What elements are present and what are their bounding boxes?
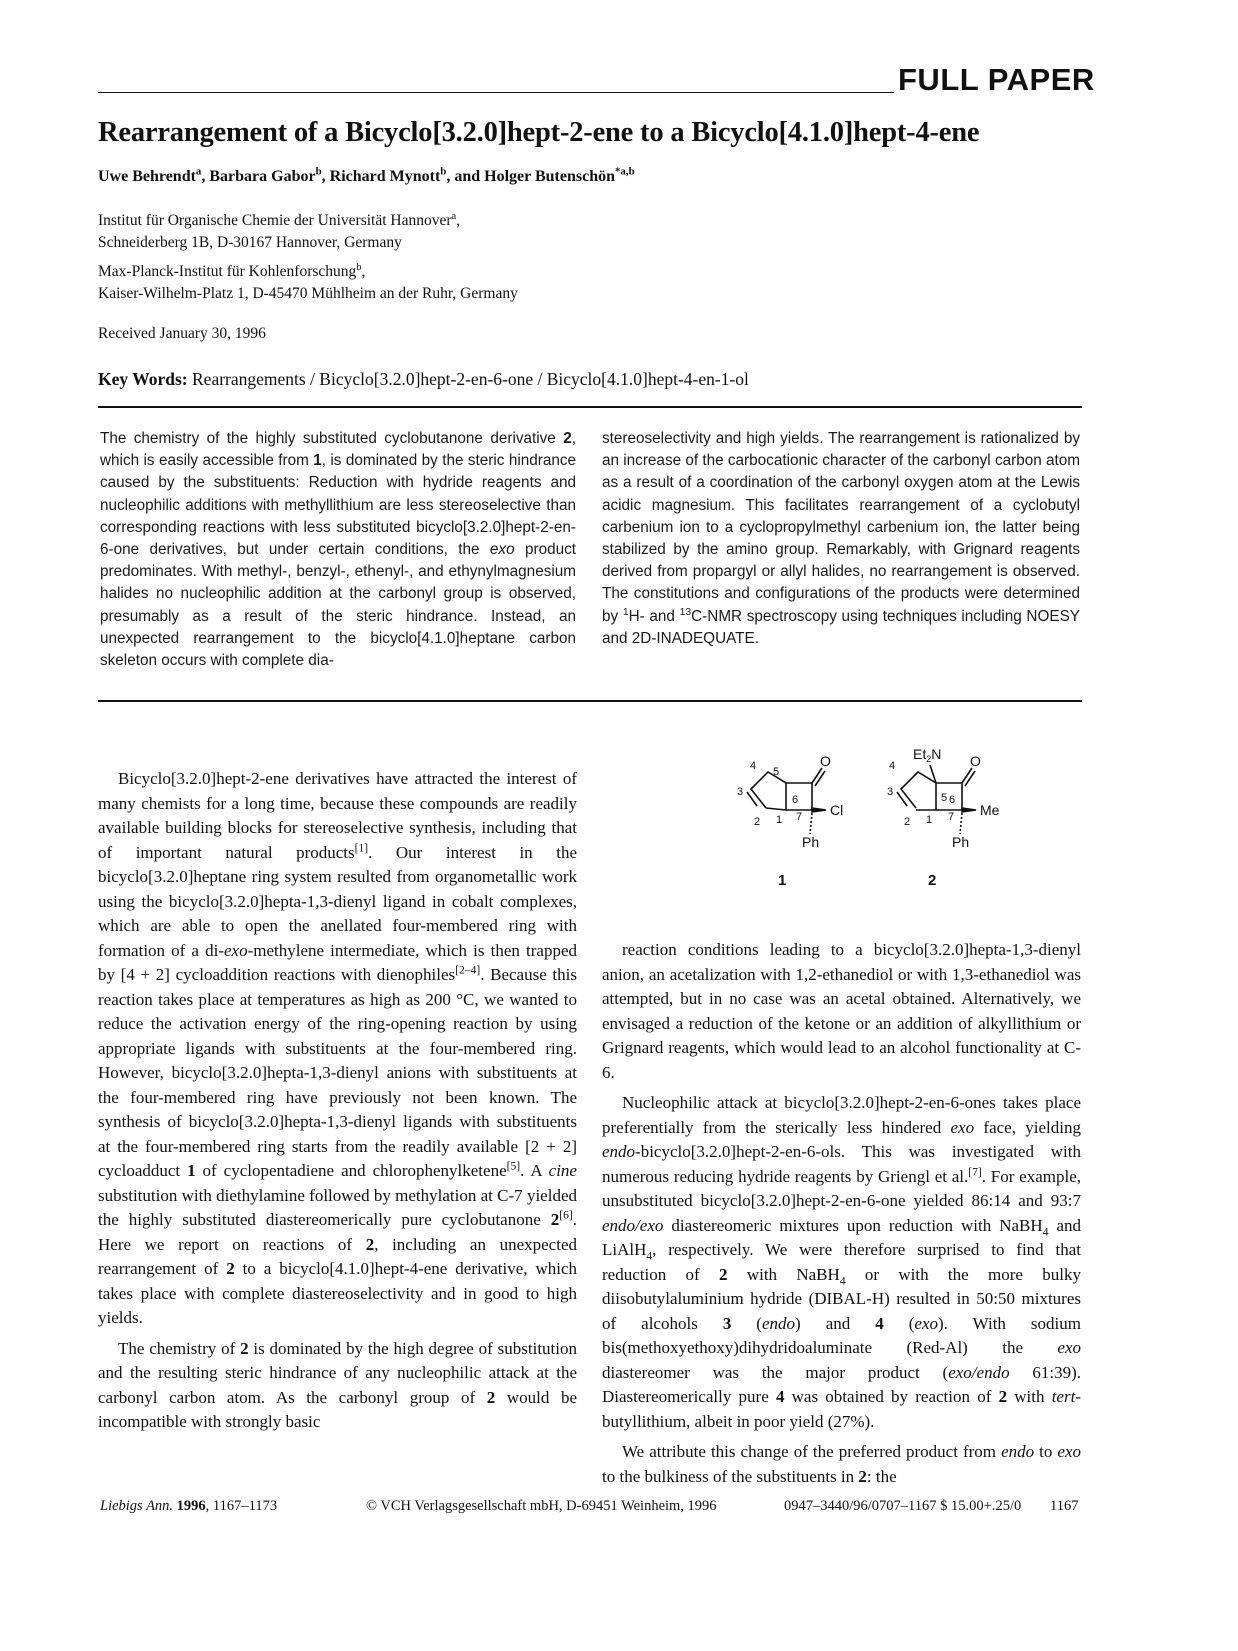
- mol2-diethylamino: [913, 746, 941, 764]
- mol1-carbonyl: [812, 768, 822, 783]
- mol1-chlorine: Cl: [830, 802, 844, 818]
- mol1-atom-7: 7: [796, 811, 803, 823]
- structure-scheme: [720, 735, 1020, 885]
- inline-sup: [7]: [968, 1164, 982, 1178]
- affiliation-b-line1: Max-Planck-Institut für Kohlenforschung: [98, 263, 357, 280]
- mol2-atom-6: 6: [949, 794, 956, 806]
- inline-b: 2: [550, 1210, 560, 1229]
- mol1-atom-1: 1: [776, 814, 783, 826]
- affiliation-b-line2: Kaiser-Wilhelm-Platz 1, D-45470 Mühlheim an der Ruhr, Germany: [98, 285, 518, 302]
- mol1-oxygen: O: [820, 753, 831, 769]
- mol1-phenyl: Ph: [802, 834, 820, 850]
- affiliation-b: [98, 261, 518, 305]
- body-paragraph: Nucleophilic attack at bicyclo[3.2.0]hept-2-en-6-ones takes place preferentially from the sterically less hindered exo face, yielding endo-bicyclo[3.2.0]hept-2-en-6-ols. This was investigated with numerous reducing hydride reagents by Griengl et al.[7]. For example, unsubstituted bicyclo[3.2.0]hept-2-en-6-one yielded 86:14 and 93:7 endo/exo diastereomeric mixtures upon reduction with NaBH$_4$ and LiAlH$_4$, respectively. We were therefore surprised to find that reduction of 2 with NaBH$_4$ or with the more bulky diisobutylaluminium hydride (DIBAL-H) resulted in 50:50 mixtures of alcohols 3 (endo) and 4 (exo). With sodium bis(methoxyethoxy)dihydridoaluminate (Red-Al) the exo diastereomer was the major product (exo/endo 61:39). Diastereomerically pure 4 was obtained by reaction of 2 with tert-butyllithium, albeit in poor yield (27%).: [602, 1093, 1081, 1431]
- received-date: Received January 30, 1996: [98, 325, 266, 342]
- mol2-wedge-me: [962, 808, 976, 812]
- abstract-top-rule: [98, 406, 1082, 408]
- keywords: [98, 369, 749, 390]
- header-rule: [98, 92, 894, 93]
- abstract-right-column: [602, 428, 1080, 650]
- mol2-phenyl: Ph: [952, 834, 970, 850]
- inline-b: 2: [365, 1234, 375, 1254]
- inline-b: 3: [722, 1313, 732, 1333]
- inline-i: exo: [914, 1313, 938, 1333]
- footer-page-number: 1167: [1050, 1498, 1079, 1514]
- mol1-atom-4: 4: [750, 760, 757, 772]
- affiliation-b-marker: b: [356, 261, 362, 273]
- abstract-paragraph: stereoselectivity and high yields. The rearrangement is rationalized by an increase of the carbocationic character of the carbonyl carbon atom as a result of a coordination of the carbonyl oxygen atom at the Lewis acidic magnesium. This facilitates rearrangement of a cyclobutyl carbenium ion to a cyclopropylmethyl carbenium ion, the latter being stabilized by the amino group. Remarkably, with Grignard reagents derived from propargyl or allyl halides, no rearrangement is observed. The constitutions and configurations of the products were determined by $^1$H- and $^{13}$C-NMR spectroscopy using techniques including NOESY and 2D-INADEQUATE.: [602, 430, 1080, 647]
- body-paragraph: We attribute this change of the preferred product from endo to exo to the bulkiness of the substituents in 2: the: [602, 1442, 1081, 1486]
- mol2-carbonyl: [962, 768, 972, 783]
- author-affiliation-marker: *a,b: [614, 165, 635, 178]
- footer-citation: [100, 1498, 277, 1515]
- affiliation-a-line2: Schneiderberg 1B, D-30167 Hannover, Germany: [98, 234, 402, 251]
- inline-sup: [1]: [354, 840, 369, 854]
- inline-sub: 4: [1042, 1224, 1049, 1238]
- inline-b: 2: [858, 1466, 867, 1486]
- mol2-atom-7: 7: [948, 811, 955, 823]
- compound-number-1: 1: [778, 872, 787, 885]
- footer-issn: 0947–3440/96/0707–1167 $ 15.00+.25/0: [784, 1498, 1022, 1514]
- keywords-label: Key Words:: [98, 369, 188, 389]
- inline-b: 1: [187, 1161, 196, 1180]
- affiliation-a-line1: Institut für Organische Chemie der Universität Hannover: [98, 212, 452, 229]
- author-list: Uwe Behrendt$^a$, Barbara Gabor$^b$, Richard Mynott$^b$, and Holger Butenschön$^{*a,b}$: [98, 165, 635, 185]
- inline-sup: [5]: [506, 1159, 521, 1173]
- inline-sup: 13: [679, 606, 692, 618]
- body-paragraph: The chemistry of 2 is dominated by the high degree of substitution and the resulting steric hindrance of any nucleophilic attack at the carbonyl carbon atom. As the carbonyl group of 2 would be incompatible with strongly basic: [98, 1338, 578, 1431]
- inline-i: endo/exo: [602, 1215, 664, 1235]
- mol2-atom-4: 4: [889, 760, 896, 772]
- affiliation-a: [98, 210, 460, 254]
- inline-sup: 1: [622, 606, 629, 618]
- mol2-atom-1: 1: [926, 814, 933, 826]
- inline-i: endo: [602, 1142, 636, 1161]
- mol2-et: Et: [913, 746, 927, 762]
- inline-b: 4: [775, 1387, 785, 1406]
- mol1-atom-2: 2: [754, 816, 761, 828]
- inline-sup: [6]: [559, 1208, 573, 1222]
- affiliation-a-comma: ,: [456, 212, 461, 229]
- inline-i: exo: [1057, 1442, 1081, 1461]
- paper-title: Rearrangement of a Bicyclo[3.2.0]hept-2-ene to a Bicyclo[4.1.0]hept-4-ene: [98, 117, 980, 148]
- inline-sub: 4: [839, 1273, 846, 1287]
- inline-b: 2: [240, 1338, 249, 1358]
- mol1-wedge-cl: [812, 808, 826, 812]
- mol2-nitrogen: N: [931, 746, 942, 762]
- mol2-atom-3: 3: [887, 786, 894, 798]
- author-name: Barbara Gabor: [209, 168, 316, 185]
- inline-b: 2: [563, 430, 572, 447]
- mol1-atom-6: 6: [792, 794, 799, 806]
- inline-i: cine: [548, 1161, 577, 1180]
- inline-b: 4: [875, 1313, 884, 1333]
- mol2-atom-2: 2: [904, 816, 911, 828]
- body-left-column: [98, 767, 577, 1435]
- inline-i: exo: [1057, 1338, 1081, 1357]
- inline-b: 2: [486, 1387, 496, 1407]
- inline-i: endo: [761, 1313, 796, 1333]
- inline-b: 2: [719, 1264, 728, 1284]
- body-right-column: [602, 938, 1081, 1489]
- inline-b: 2: [998, 1387, 1008, 1406]
- abstract-left-column: [100, 428, 576, 672]
- body-paragraph: reaction conditions leading to a bicyclo[3.2.0]hepta-1,3-dienyl anion, an acetalization with 1,2-ethanediol or with 1,3-ethanediol was attempted, but in no case was an acetal obtained. Alternatively, we envisaged a reduction of the ketone or an addition of alkyllithium or Grignard reagents, which would lead to an alcohol functionality at C-6.: [602, 940, 1081, 1082]
- inline-b: 1: [313, 452, 322, 470]
- body-paragraph: Bicyclo[3.2.0]hept-2-ene derivatives have attracted the interest of many chemists for a long time, because these compounds are readily available building blocks for stereoselective synthesis, including that of important natural products[1]. Our interest in the bicyclo[3.2.0]heptane ring system resulted from organometallic work using the bicyclo[3.2.0]hepta-1,3-dienyl ligand in cobalt complexes, which are able to open the anellated four-membered ring with formation of a di-exo-methylene intermediate, which is then trapped by [4 + 2] cycloaddition reactions with dienophiles[2–4]. Because this reaction takes place at temperatures as high as 200 °C, we wanted to reduce the activation energy of the ring-opening reaction by using appropriate ligands with substituents at the four-membered ring. However, bicyclo[3.2.0]hepta-1,3-dienyl anions with substituents at the four-membered ring have previously not been known. The synthesis of bicyclo[3.2.0]hepta-1,3-dienyl ligands with substituents at the four-membered ring starts from the readily available [2 + 2] cycloadduct 1 of cyclopentadiene and chlorophenylketene[5]. A cine substitution with diethylamine followed by methylation at C-7 yielded the highly substituted diastereomerically pure cyclobutanone 2[6]. Here we report on reactions of 2, including an unexpected rearrangement of 2 to a bicyclo[4.1.0]hept-4-ene derivative, which takes place with complete diastereoselectivity and in good to high yields.: [98, 769, 577, 1327]
- author-affiliation-marker: a: [195, 165, 202, 178]
- affiliation-b-comma: ,: [361, 263, 366, 280]
- inline-b: 2: [226, 1259, 235, 1278]
- mol2-oxygen: O: [970, 753, 981, 769]
- mol1-atom-5: 5: [773, 766, 780, 778]
- inline-i: tert: [1051, 1387, 1076, 1406]
- footer-journal: Liebigs Ann.: [100, 1498, 174, 1514]
- inline-sub: 4: [646, 1249, 653, 1263]
- compound-number-2: 2: [928, 872, 937, 885]
- author-name: Richard Mynott: [329, 168, 441, 185]
- mol2-methyl: Me: [980, 802, 1000, 818]
- abstract-bottom-rule: [98, 700, 1082, 702]
- author-name: Holger Butenschön: [484, 168, 615, 185]
- mol1-carbonyl-2: [815, 771, 825, 786]
- author-affiliation-marker: b: [440, 165, 447, 178]
- mol1-atom-3: 3: [737, 786, 744, 798]
- inline-i: exo: [224, 940, 248, 960]
- mol1-cyclobutane: [786, 783, 812, 810]
- inline-sup: [2–4]: [455, 963, 481, 977]
- footer-pages: , 1167–1173: [205, 1498, 278, 1514]
- mol2-atom-5: 5: [941, 792, 948, 804]
- inline-i: endo: [1001, 1442, 1035, 1461]
- keywords-text: Rearrangements / Bicyclo[3.2.0]hept-2-en-6-one / Bicyclo[4.1.0]hept-4-en-1-ol: [192, 369, 749, 389]
- author-name: Uwe Behrendt: [98, 168, 196, 185]
- mol2-et-subscript: 2: [926, 754, 932, 764]
- inline-i: exo/endo: [948, 1362, 1010, 1382]
- inline-i: exo: [950, 1117, 975, 1137]
- affiliation-a-marker: a: [451, 210, 457, 222]
- section-label: FULL PAPER: [898, 62, 1095, 97]
- mol2-carbonyl-2: [965, 771, 975, 786]
- footer-year: 1996: [176, 1498, 206, 1514]
- abstract-paragraph: The chemistry of the highly substituted cyclobutanone derivative 2, which is easily accessible from 1, is dominated by the steric hindrance caused by the substituents: Reduction with hydride reagents and nucleophilic additions with methyllithium are less stereoselective than corresponding reactions with less substituted bicyclo[3.2.0]hept-2-en-6-one derivatives, but under certain conditions, the exo product predominates. With methyl-, benzyl-, ethenyl-, and ethynylmagnesium halides no nucleophilic addition at the carbonyl group is observed, presumably as a result of the steric hindrance. Instead, an unexpected rearrangement to the bicyclo[4.1.0]heptane carbon skeleton occurs with complete dia-: [100, 430, 577, 670]
- author-affiliation-marker: b: [315, 165, 322, 178]
- inline-i: exo: [489, 541, 515, 559]
- footer-publisher: © VCH Verlagsgesellschaft mbH, D-69451 Weinheim, 1996: [366, 1498, 717, 1514]
